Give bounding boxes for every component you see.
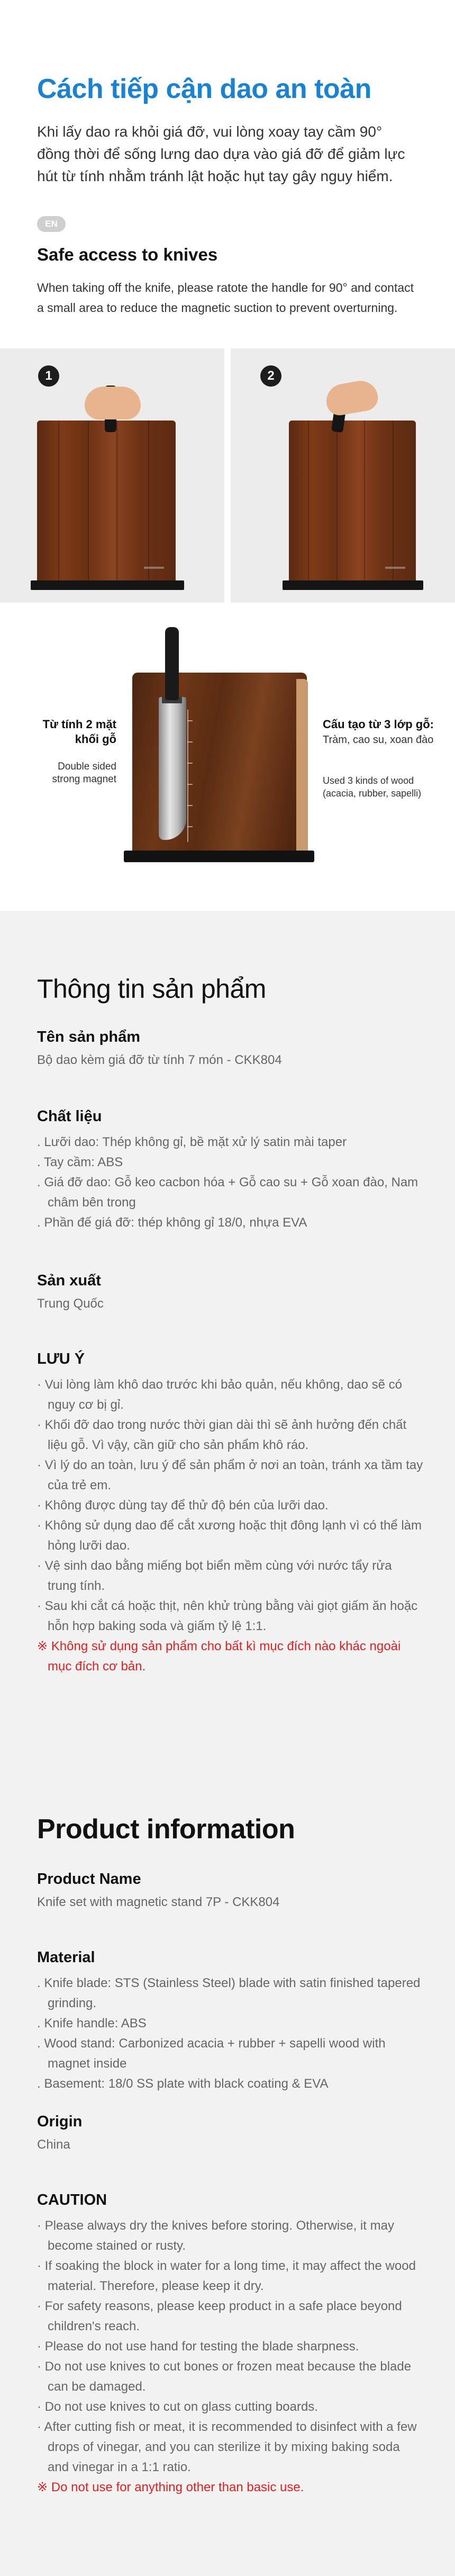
language-badge-en: EN [37, 216, 66, 232]
product-info-vn [0, 911, 455, 1743]
brand-mark [144, 567, 164, 569]
list-item: · Khối đỡ dao trong nước thời gian dài thì sẽ ảnh hưởng đến chất liệu gỗ. Vì vậy, cần giữ cho sản phẩm khô ráo. [37, 1418, 407, 1452]
safe-access-description-vn: Khi lấy dao ra khỏi giá đỡ, vui lòng xoay tay cầm 90° đồng thời để sống lưng dao dựa vào giá đỡ để giảm lực hút từ tính nhằm tránh lật hoặc hụt tay gây nguy hiểm. [37, 123, 405, 184]
warning-note: ※ Do not use for anything other than basic use. [37, 2480, 304, 2494]
hand-illustration [85, 387, 141, 419]
list-item: · Do not use knives to cut bones or frozen meat because the blade can be damaged. [37, 2359, 412, 2394]
origin-value: China [37, 2137, 70, 2152]
ruler-tick [187, 763, 193, 764]
ruler-tick [187, 741, 193, 743]
list-item: · Vệ sinh dao bằng miếng bọt biển mềm cùng với nước tẩy rửa trung tính. [37, 1559, 392, 1593]
block-base [31, 580, 184, 590]
ruler-tick [187, 826, 193, 827]
list-item: · Do not use knives to cut on glass cutting boards. [37, 2400, 318, 2414]
material-list [37, 1132, 423, 1233]
knife-blade [159, 697, 186, 840]
step-1-photo [0, 348, 224, 603]
list-item: . Tay cầm: ABS [37, 1155, 123, 1169]
caution-list [37, 1375, 423, 1677]
wood-caption-title: Cấu tạo từ 3 lớp gỗ: [323, 718, 434, 731]
list-item: · Please do not use hand for testing the blade sharpness. [37, 2339, 359, 2354]
list-item: · Vui lòng làm khô dao trước khi bảo quản, nếu không, dao sẽ có nguy cơ bị gỉ. [37, 1378, 403, 1412]
warning-note: ※ Không sử dụng sản phẩm cho bất kì mục đích nào khác ngoài mục đích cơ bản. [37, 1639, 401, 1674]
origin-label: Sản xuất [37, 1272, 101, 1289]
list-item: . Phần đế giá đỡ: thép không gỉ 18/0, nhựa EVA [37, 1215, 307, 1230]
list-item: · For safety reasons, please keep product in a safe place beyond children's reach. [37, 2299, 402, 2333]
product-name-label: Tên sản phẩm [37, 1028, 140, 1045]
list-item: · If soaking the block in water for a long time, it may affect the wood material. Therefore, please keep it dry. [37, 2259, 416, 2293]
knife-stand-illustration [0, 604, 455, 911]
safe-access-section [0, 0, 455, 911]
brand-mark [385, 567, 405, 569]
origin-label: Origin [37, 2113, 83, 2130]
safe-access-subtitle-en: Safe access to knives [37, 245, 218, 264]
material-list [37, 1973, 423, 2094]
stand-base [124, 851, 314, 862]
list-item: · Không sử dụng dao để cắt xương hoặc thịt đông lạnh vì có thể làm hỏng lưỡi dao. [37, 1518, 422, 1553]
ruler-tick [187, 784, 193, 785]
product-name-value: Bộ dao kèm giá đỡ từ tính 7 món - CKK804 [37, 1053, 282, 1067]
list-item: . Knife blade: STS (Stainless Steel) blade with satin finished tapered grinding. [37, 1976, 421, 2010]
step-number-2: 2 [260, 365, 281, 387]
product-info-en [0, 1743, 455, 2576]
ruler-line [187, 710, 188, 842]
list-item: . Basement: 18/0 SS plate with black coating & EVA [37, 2077, 329, 2091]
wood-block [37, 421, 176, 584]
list-item: · Sau khi cắt cá hoặc thịt, nên khử trùng bằng vài giọt giấm ăn hoặc hỗn hợp baking soda và giấm tỷ lệ 1:1. [37, 1599, 418, 1633]
step-2-photo [231, 348, 455, 603]
material-label: Chất liệu [37, 1108, 102, 1125]
ruler-tick [187, 720, 193, 721]
safe-access-title: Cách tiếp cận dao an toàn [37, 74, 371, 104]
material-label: Material [37, 1949, 95, 1966]
stand-side-edge [296, 679, 308, 853]
magnet-caption-desc: Double sided strong magnet [52, 761, 116, 785]
list-item: · Please always dry the knives before storing. Otherwise, it may become stained or rusty. [37, 2219, 394, 2253]
caution-list [37, 2216, 423, 2498]
wood-block [289, 421, 416, 584]
step-number-1: 1 [38, 365, 59, 387]
magnet-caption-title: Từ tính 2 mặt khối gỗ [42, 718, 116, 746]
origin-value: Trung Quốc [37, 1296, 104, 1311]
list-item: · Vì lý do an toàn, lưu ý để sản phẩm ở nơi an toàn, tránh xa tầm tay của trẻ em. [37, 1458, 423, 1492]
list-item: . Lưỡi dao: Thép không gỉ, bề mặt xử lý satin mài taper [37, 1135, 347, 1149]
list-item: . Knife handle: ABS [37, 2016, 147, 2031]
caution-label: LƯU Ý [37, 1350, 85, 1367]
list-item: . Wood stand: Carbonized acacia + rubber + sapelli wood with magnet inside [37, 2036, 386, 2071]
wood-caption-subtitle: Tràm, cao su, xoan đào [323, 734, 434, 746]
product-name-label: Product Name [37, 1871, 141, 1888]
list-item: . Giá đỡ dao: Gỗ keo cacbon hóa + Gỗ cao su + Gỗ xoan đào, Nam châm bên trong [37, 1175, 418, 1210]
ruler-tick [187, 805, 193, 806]
safe-access-description-en: When taking off the knife, please ratote the handle for 90° and contact a small area to reduce the magnetic suction to prevent overturning. [37, 281, 414, 315]
knife-handle [165, 627, 179, 700]
list-item: · Không được dùng tay để thử độ bén của lưỡi dao. [37, 1498, 329, 1513]
caution-label: CAUTION [37, 2192, 107, 2208]
product-info-heading: Product information [37, 1814, 295, 1845]
list-item: · After cutting fish or meat, it is recommended to disinfect with a few drops of vinegar, and you can sterilize it by mixing baking soda and vinegar in a 1:1 ratio. [37, 2420, 417, 2474]
wood-caption-desc: Used 3 kinds of wood (acacia, rubber, sapelli) [323, 775, 422, 799]
block-base [283, 580, 423, 590]
product-info-heading: Thông tin sản phẩm [37, 974, 266, 1004]
hand-illustration [324, 378, 380, 417]
product-name-value: Knife set with magnetic stand 7P - CKK804 [37, 1895, 280, 1909]
